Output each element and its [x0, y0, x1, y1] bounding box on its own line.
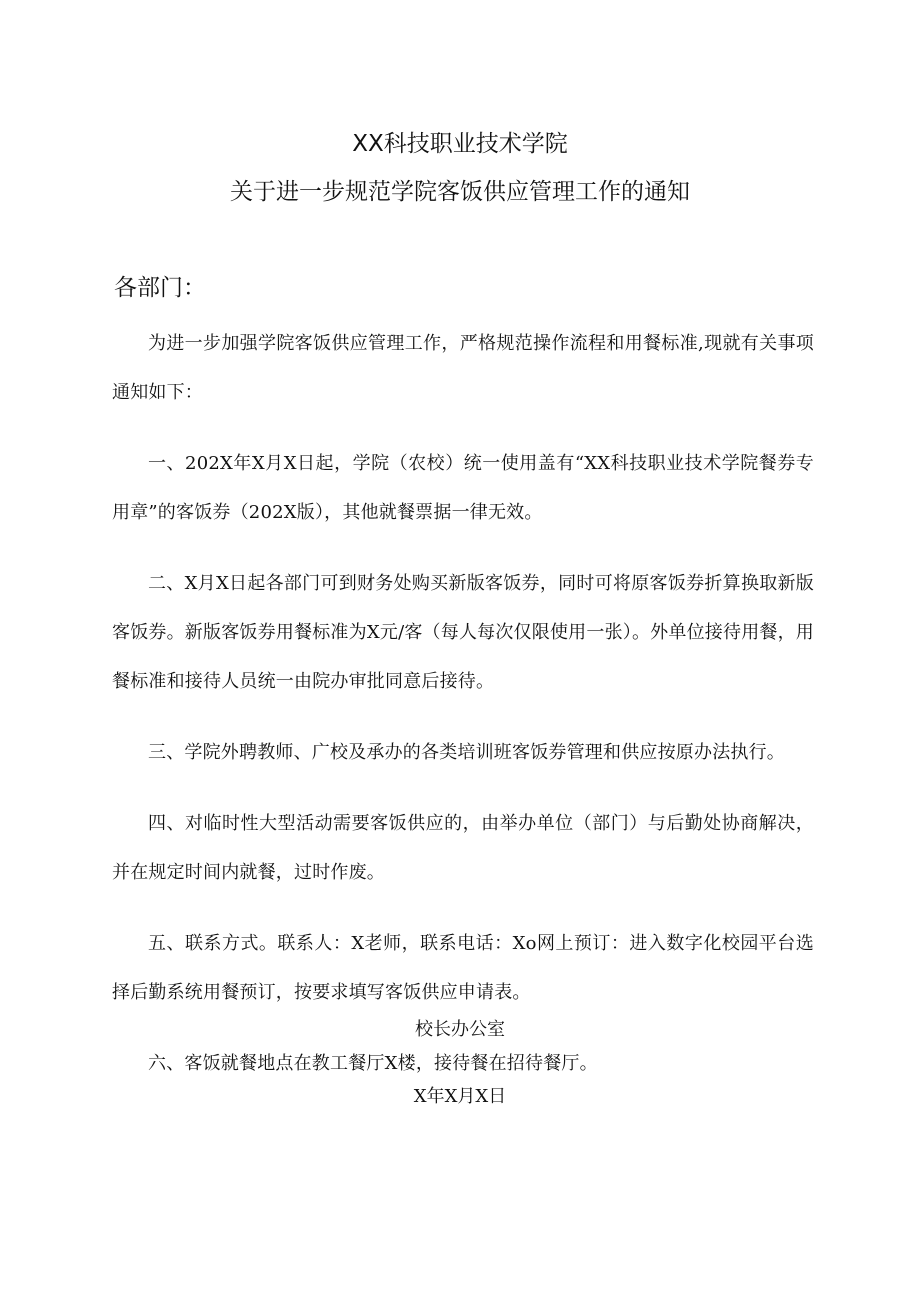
notice-body — [112, 319, 814, 1110]
school-name-heading: XX科技职业技术学院 — [352, 131, 568, 157]
item-5-paragraph: 五、联系方式。联系人：X老师，联系电话：Xo网上预订：进入数字化校园平台选择后勤系统用餐预订，按要求填写客饭供应申请表。 — [112, 933, 814, 1003]
notice-title: 关于进一步规范学院客饭供应管理工作的通知 — [230, 179, 690, 205]
intro-paragraph: 为进一步加强学院客饭供应管理工作，严格规范操作流程和用餐标准,现就有关事项通知如下： — [112, 333, 814, 403]
salutation: 各部门： — [114, 275, 206, 301]
item-2-paragraph: 二、X月X日起各部门可到财务处购买新版客饭券，同时可将原客饭券折算换取新版客饭券。新版客饭券用餐标准为X元/客（每人每次仅限使用一张）。外单位接待用餐，用餐标准和接待人员统一由院办审批同意后接待。 — [112, 573, 814, 692]
signature-date: X年X月X日 — [413, 1086, 507, 1107]
signature-office: 校长办公室 — [415, 1019, 505, 1040]
item-3-paragraph: 三、学院外聘教师、广校及承办的各类培训班客饭券管理和供应按原办法执行。 — [148, 742, 785, 763]
item-6-paragraph: 六、客饭就餐地点在教工餐厅X楼，接待餐在招待餐厅。 — [148, 1053, 598, 1074]
item-4-paragraph: 四、对临时性大型活动需要客饭供应的，由举办单位（部门）与后勤处协商解决，并在规定时间内就餐，过时作废。 — [112, 813, 814, 883]
item-1-paragraph: 一、202X年X月X日起，学院（农校）统一使用盖有“XX科技职业技术学院餐券专用章”的客饭券（202X版），其他就餐票据一律无效。 — [112, 453, 814, 523]
